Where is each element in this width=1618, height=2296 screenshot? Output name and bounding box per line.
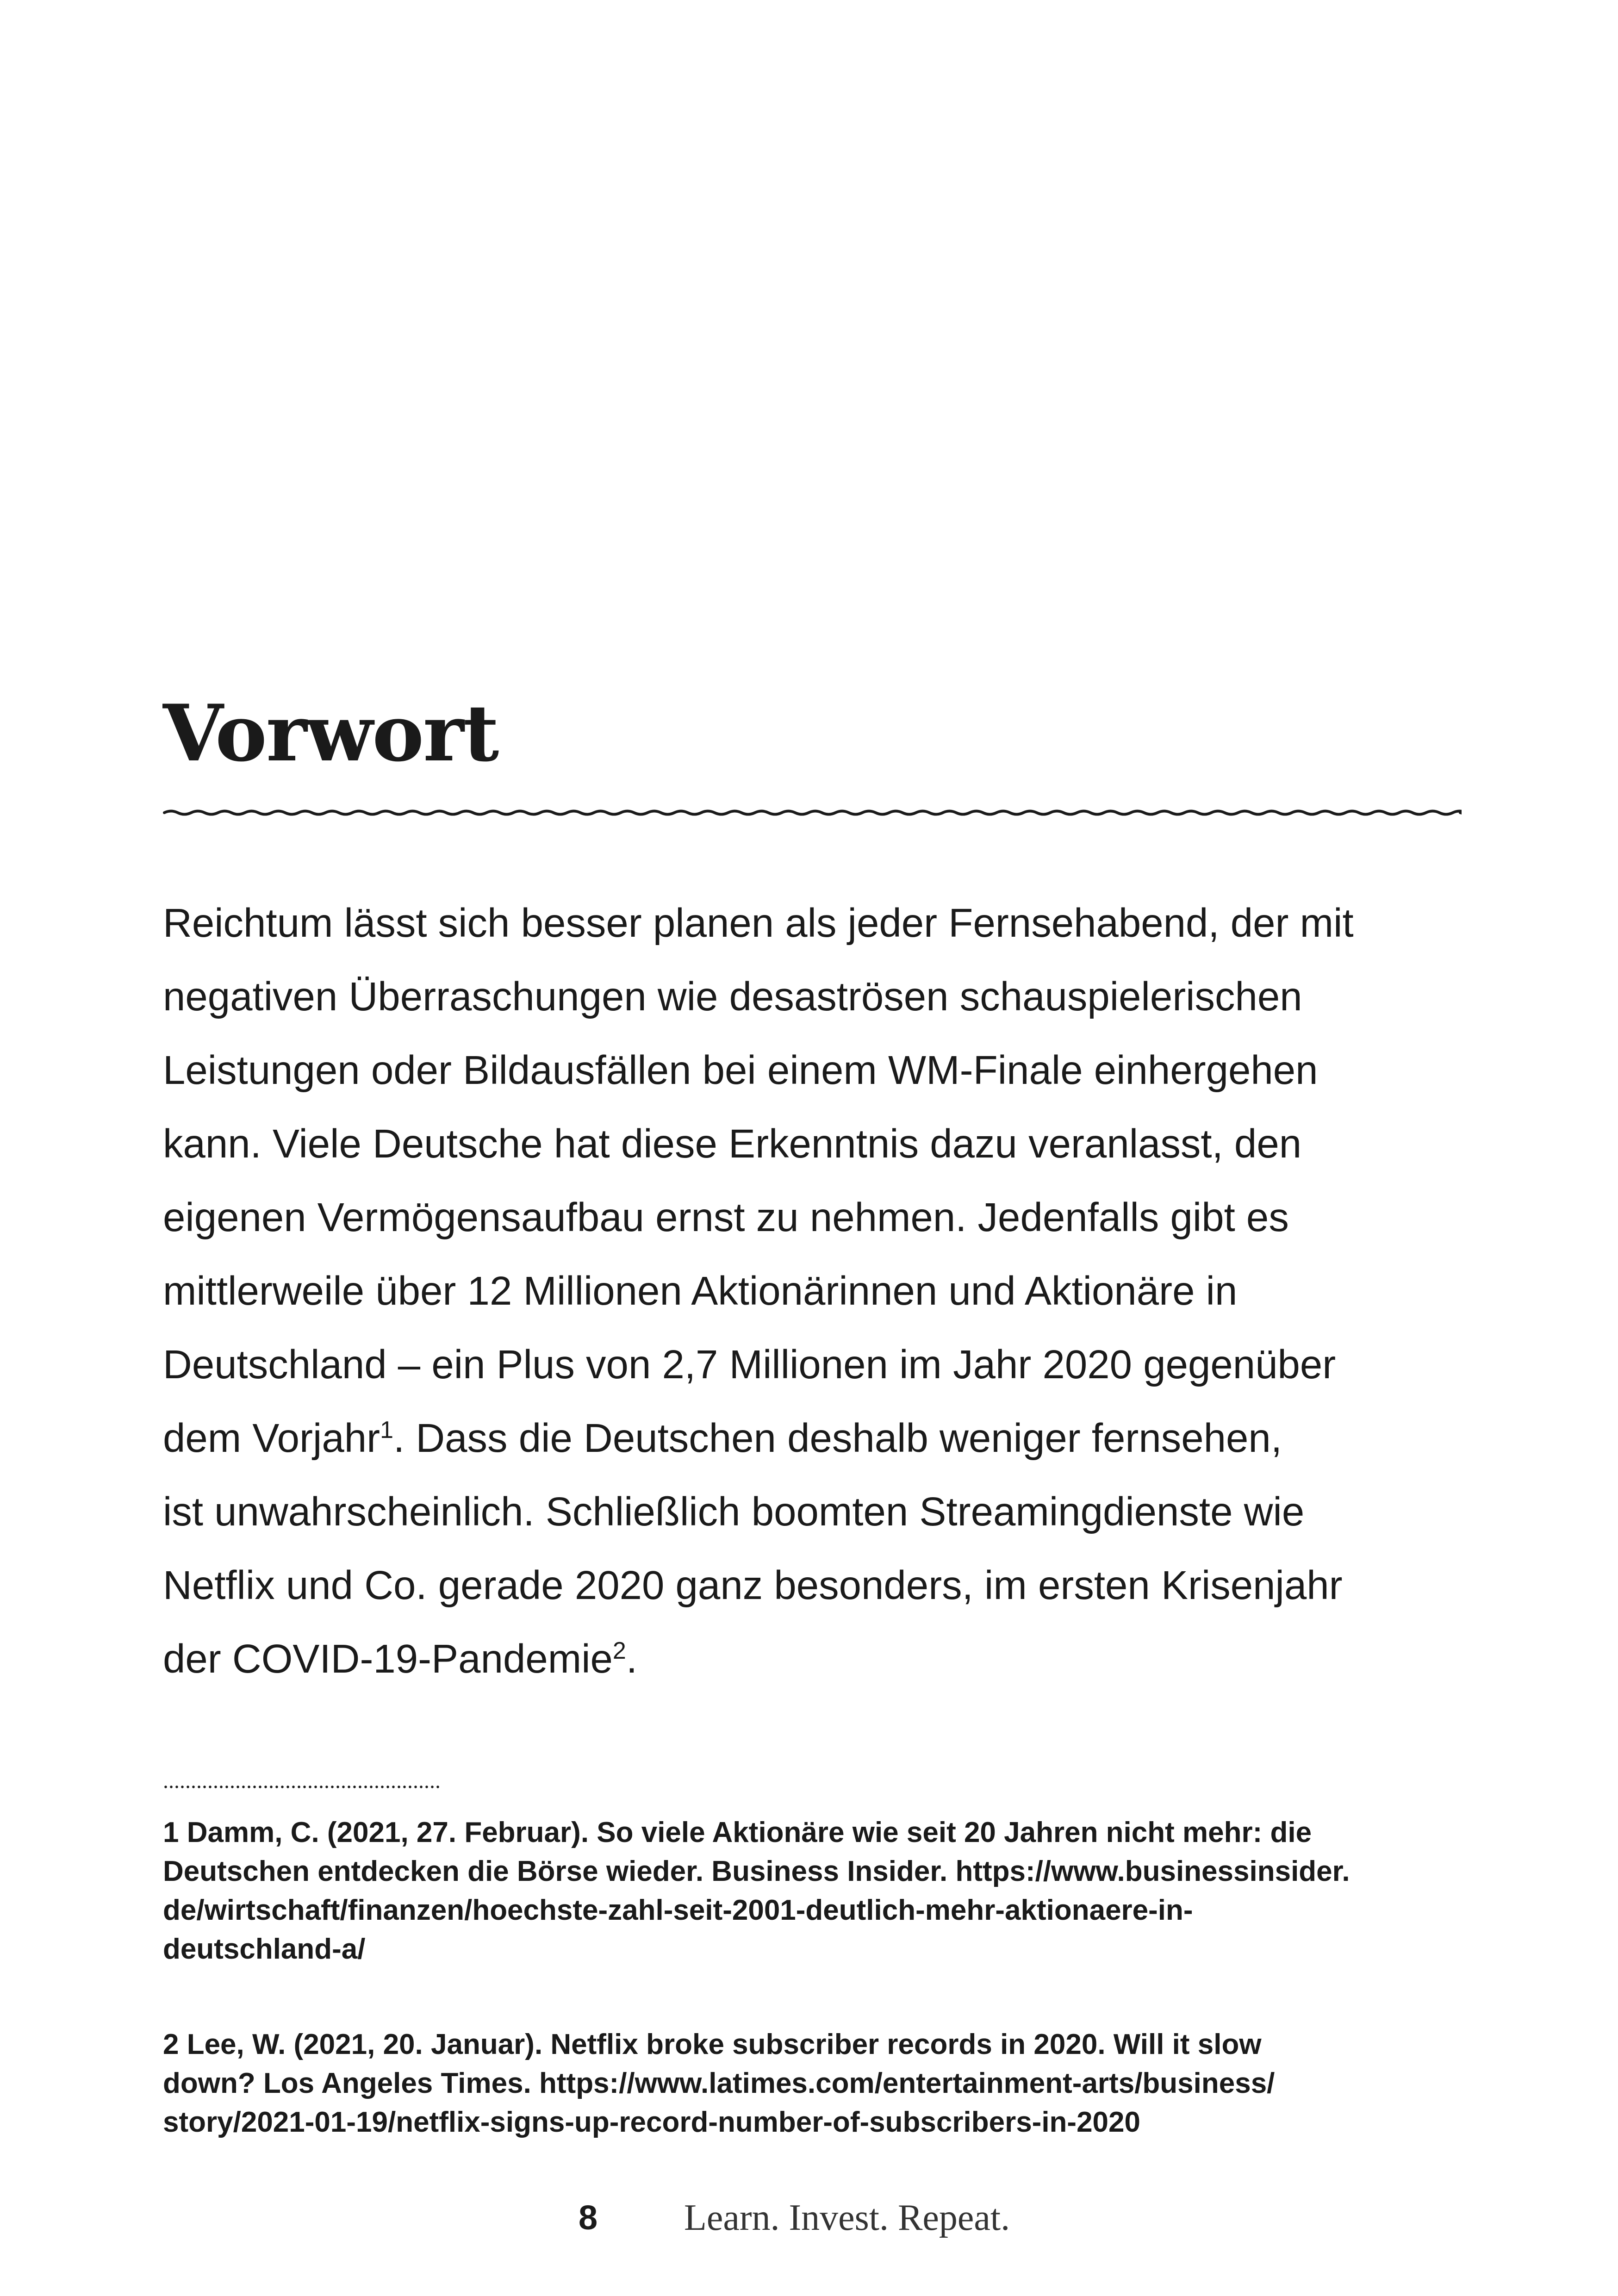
footnote-divider xyxy=(163,1786,441,1788)
body-text-segment: dem Vorjahr xyxy=(163,1416,380,1461)
footnote-line[interactable]: story/2021-01-19/netflix-signs-up-record-number-of-subscribers-in-2020 xyxy=(163,2106,1140,2138)
body-line xyxy=(163,1622,1462,1696)
footnote-line[interactable]: deutschland-a/ xyxy=(163,1933,366,1965)
footnote-line: 2 Lee, W. (2021, 20. Januar). Netflix broke subscriber records in 2020. Will it slow xyxy=(163,2028,1262,2060)
body-line: Netflix und Co. gerade 2020 ganz besonders, im ersten Krisenjahr xyxy=(163,1563,1343,1608)
body-line: Reichtum lässt sich besser planen als jeder Fernsehabend, der mit xyxy=(163,901,1354,946)
body-text-segment: . xyxy=(626,1636,638,1681)
body-line: eigenen Vermögensaufbau ernst zu nehmen. Jedenfalls gibt es xyxy=(163,1195,1289,1240)
body-line xyxy=(163,1401,1462,1475)
body-paragraph xyxy=(163,886,1462,1696)
footnote-line[interactable]: down? Los Angeles Times. https://www.latimes.com/entertainment-arts/business/ xyxy=(163,2067,1275,2099)
body-text-segment: . Dass die Deutschen deshalb weniger fernsehen, xyxy=(393,1416,1282,1461)
page-number: 8 xyxy=(579,2198,598,2237)
chapter-heading: Vorwort xyxy=(163,687,498,779)
footnote-line: 1 Damm, C. (2021, 27. Februar). So viele Aktionäre wie seit 20 Jahren nicht mehr: die xyxy=(163,1817,1312,1848)
body-line: Leistungen oder Bildausfällen bei einem WM-Finale einhergehen xyxy=(163,1048,1318,1093)
body-text-segment: der COVID-19-Pandemie xyxy=(163,1636,613,1681)
footnote-2 xyxy=(163,2025,1462,2142)
body-line: ist unwahrscheinlich. Schließlich boomten Streamingdienste wie xyxy=(163,1489,1305,1534)
footer-tagline: Learn. Invest. Repeat. xyxy=(684,2197,1010,2238)
page-footer xyxy=(0,2195,1618,2241)
footnote-line[interactable]: Deutschen entdecken die Börse wieder. Business Insider. https://www.businessinsider. xyxy=(163,1855,1350,1887)
footnote-1 xyxy=(163,1813,1462,1969)
wavy-divider xyxy=(163,803,1462,822)
body-line: Deutschland – ein Plus von 2,7 Millionen im Jahr 2020 gegenüber xyxy=(163,1342,1336,1387)
body-line: kann. Viele Deutsche hat diese Erkenntnis dazu veranlasst, den xyxy=(163,1121,1302,1166)
body-line: negativen Überraschungen wie desaströsen schauspielerischen xyxy=(163,974,1302,1019)
body-line: mittlerweile über 12 Millionen Aktionärinnen und Aktionäre in xyxy=(163,1269,1238,1313)
footnote-reference[interactable]: 1 xyxy=(380,1417,393,1444)
footnote-line[interactable]: de/wirtschaft/finanzen/hoechste-zahl-seit-2001-deutlich-mehr-aktionaere-in- xyxy=(163,1894,1193,1926)
footnote-reference[interactable]: 2 xyxy=(612,1637,626,1664)
